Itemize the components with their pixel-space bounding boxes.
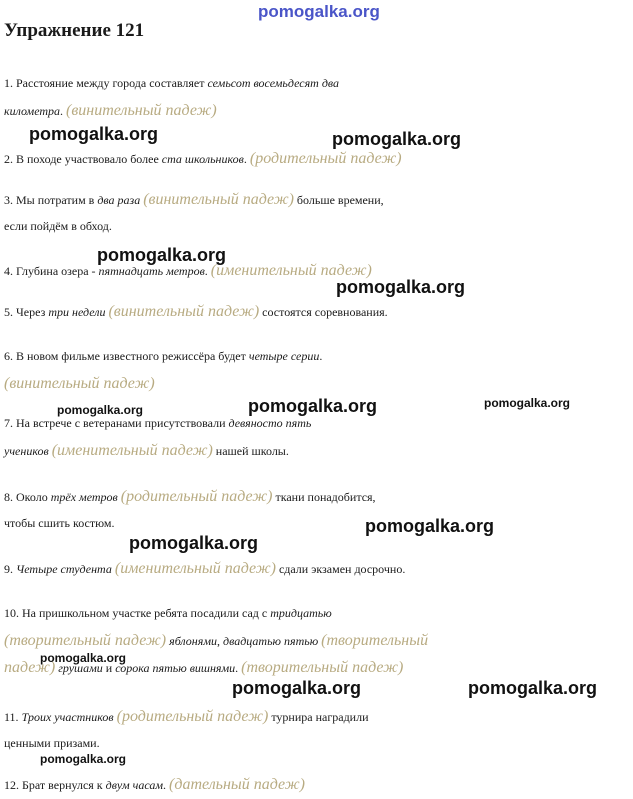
item-line: [4, 97, 630, 124]
case-label: (именительный падеж): [114, 560, 276, 577]
numeral-phrase: девяносто пять: [228, 416, 312, 430]
numeral-phrase: сорока пятью вишнями: [115, 661, 236, 675]
exercise-item-1: [4, 70, 630, 124]
item-line: [4, 771, 630, 798]
case-label: падеж): [4, 659, 56, 676]
numeral-phrase: ста школьников: [161, 152, 244, 166]
item-text: чтобы сшить костюм.: [4, 516, 115, 530]
item-line: [4, 555, 630, 582]
watermark: pomogalka.org: [336, 277, 466, 297]
case-label: (именительный падеж): [210, 262, 372, 279]
numeral-phrase: двум часам: [105, 778, 164, 792]
item-text: .: [319, 349, 323, 363]
case-label: (творительный падеж): [241, 659, 404, 676]
exercise-item-3: [4, 186, 630, 240]
exercise-item-5: [4, 298, 630, 325]
item-text: и: [102, 661, 116, 675]
watermark: pomogalka.org: [468, 678, 598, 698]
item-text: 7. На встрече с ветеранами присутствовали: [4, 416, 229, 430]
watermark: pomogalka.org: [40, 752, 127, 766]
numeral-phrase: трёх метров: [50, 490, 118, 504]
watermark: pomogalka.org: [484, 396, 571, 410]
item-text: ценными призами.: [4, 736, 100, 750]
exercise-item-6: [4, 343, 630, 397]
case-label: (винительный падеж): [66, 102, 217, 119]
watermark: pomogalka.org: [332, 129, 462, 149]
watermark: pomogalka.org: [129, 533, 259, 553]
numeral-phrase: учеников: [4, 444, 49, 458]
item-text: нашей школы.: [212, 444, 289, 458]
item-line: [4, 510, 630, 537]
item-text: 11.: [4, 710, 22, 724]
item-text: 1. Расстояние между города составляет: [4, 76, 208, 90]
item-text: 5. Через: [4, 305, 49, 319]
item-text: .: [204, 264, 211, 278]
exercise-item-9: [4, 555, 630, 582]
watermark: pomogalka.org: [232, 678, 362, 698]
item-text: 3. Мы потратим в: [4, 193, 98, 207]
numeral-phrase: километра: [4, 104, 61, 118]
numeral-phrase: три недели: [48, 305, 106, 319]
item-line: [4, 437, 630, 464]
item-line: [4, 703, 630, 730]
item-line: [4, 627, 630, 654]
item-text: 9.: [4, 562, 16, 576]
numeral-phrase: тридцатью: [270, 606, 332, 620]
watermark-top: pomogalka.org: [258, 2, 380, 21]
case-label: (винительный падеж): [4, 375, 155, 392]
item-text: 10. На пришкольном участке ребята посадили сад с: [4, 606, 271, 620]
numeral-phrase: яблонями: [169, 634, 217, 648]
exercise-item-8: [4, 483, 630, 537]
item-text: .: [60, 104, 67, 118]
numeral-phrase: двадцатью пятью: [223, 634, 319, 648]
case-label: (дательный падеж): [169, 776, 305, 793]
item-line: [4, 186, 630, 213]
item-text: 6. В новом фильме известного режиссёра будет: [4, 349, 249, 363]
watermark: pomogalka.org: [97, 245, 227, 265]
item-line: [4, 600, 630, 627]
item-line: [4, 370, 630, 397]
item-text: .: [235, 661, 242, 675]
item-text: больше времени,: [293, 193, 384, 207]
watermark: pomogalka.org: [40, 651, 127, 665]
case-label: (именительный падеж): [51, 442, 213, 459]
item-text: турнира наградили: [268, 710, 369, 724]
numeral-phrase: пятнадцать метров: [98, 264, 205, 278]
item-text: .: [243, 152, 250, 166]
exercise-item-12: [4, 771, 630, 798]
item-text: ткани понадобится,: [272, 490, 376, 504]
item-line: [4, 343, 630, 370]
watermark: pomogalka.org: [29, 124, 159, 144]
item-line: [4, 70, 630, 97]
case-label: (родительный падеж): [120, 488, 273, 505]
case-label: (родительный падеж): [116, 708, 269, 725]
numeral-phrase: семьсот восемьдесят два: [207, 76, 340, 90]
case-label: (творительный: [321, 632, 429, 649]
item-text: 12. Брат вернулся к: [4, 778, 106, 792]
numeral-phrase: Троих участников: [21, 710, 114, 724]
item-text: .: [163, 778, 170, 792]
exercise-item-7: [4, 410, 630, 464]
case-label: (винительный падеж): [108, 303, 260, 320]
item-line: [4, 483, 630, 510]
item-text: 8. Около: [4, 490, 51, 504]
exercise-item-11: [4, 703, 630, 757]
item-text: если пойдём в обход.: [4, 219, 112, 233]
item-text: 4. Глубина озера -: [4, 264, 99, 278]
watermark: pomogalka.org: [365, 516, 495, 536]
item-line: [4, 213, 630, 240]
case-label: (творительный падеж): [4, 632, 167, 649]
item-text: ,: [217, 634, 223, 648]
exercise-item-2: [4, 145, 630, 172]
case-label: (родительный падеж): [249, 150, 402, 167]
item-line: [4, 145, 630, 172]
item-text: 2. В походе участвовало более: [4, 152, 162, 166]
exercise-title: Упражнение 121: [4, 20, 145, 41]
item-line: [4, 298, 630, 325]
case-label: (винительный падеж): [143, 191, 294, 208]
item-text: состоятся соревнования.: [259, 305, 388, 319]
numeral-phrase: четыре серии: [248, 349, 320, 363]
exercise-item-10: [4, 600, 630, 681]
item-text: сдали экзамен досрочно.: [275, 562, 406, 576]
numeral-phrase: Четыре студента: [16, 562, 112, 576]
watermark: pomogalka.org: [57, 403, 144, 417]
numeral-phrase: грушами: [58, 661, 103, 675]
numeral-phrase: два раза: [97, 193, 141, 207]
watermark: pomogalka.org: [248, 396, 378, 416]
